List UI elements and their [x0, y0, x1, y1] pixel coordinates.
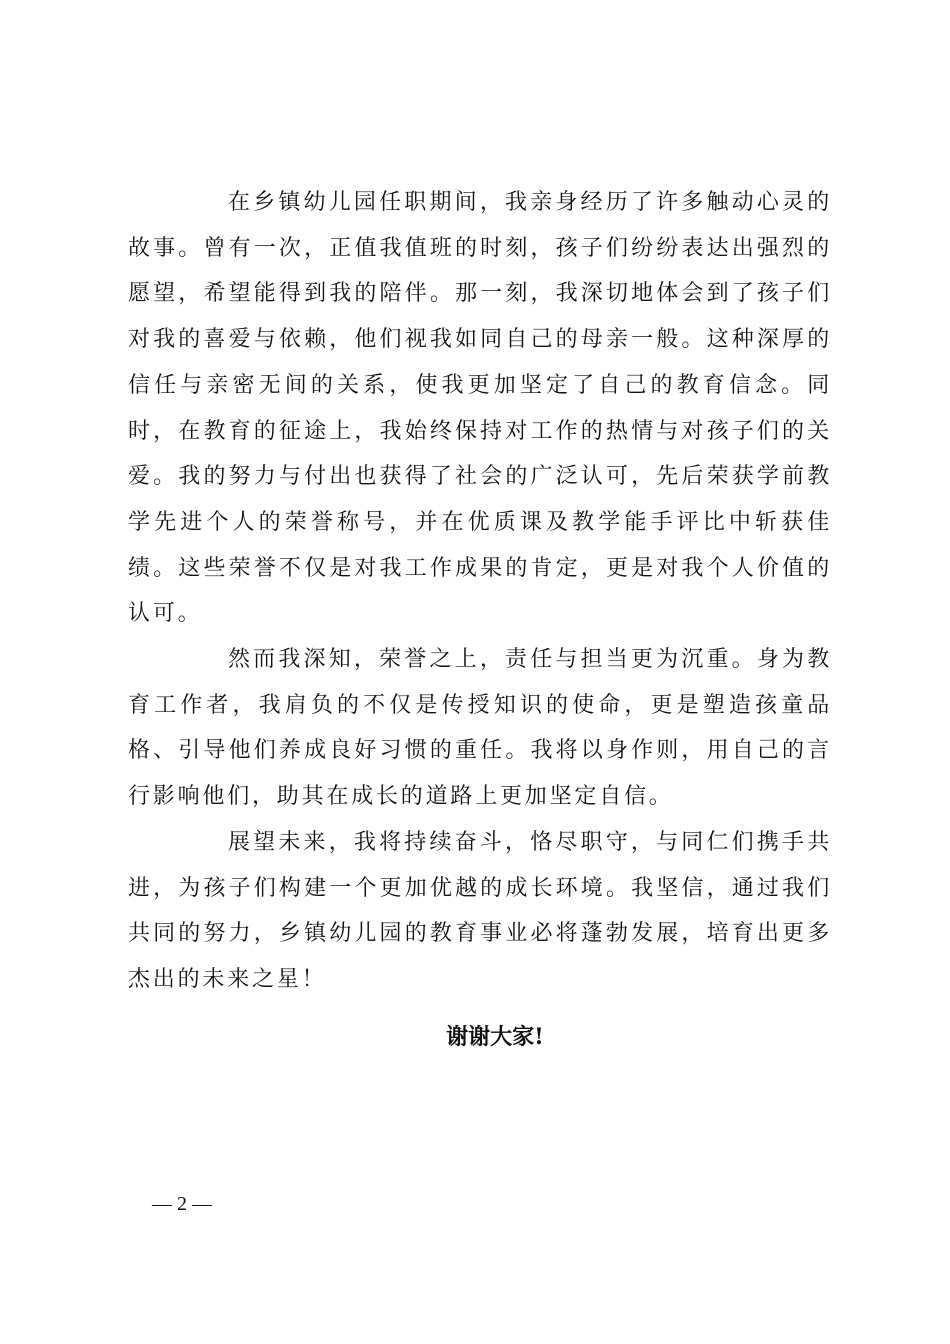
paragraph-2: 然而我深知，荣誉之上，责任与担当更为沉重。身为教育工作者，我肩负的不仅是传授知识的使命，更是塑造孩童品格、引导他们养成良好习惯的重任。我将以身作则，用自己的言行影响他们，助其在成长的道路上更加坚定自信。: [128, 647, 832, 810]
paragraph-1: 在乡镇幼儿园任职期间，我亲身经历了许多触动心灵的故事。曾有一次，正值我值班的时刻，孩子们纷纷表达出强烈的愿望，希望能得到我的陪伴。那一刻，我深切地体会到了孩子们对我的喜爱与依赖，他们视我如同自己的母亲一般。这种深厚的信任与亲密无间的关系，使我更加坚定了自己的教育信念。同时，在教育的征途上，我始终保持对工作的热情与对孩子们的关爱。我的努力与付出也获得了社会的广泛认可，先后荣获学前教学先进个人的荣誉称号，并在优质课及教学能手评比中斩获佳绩。这些荣誉不仅是对我工作成果的肯定，更是对我个人价值的认可。: [128, 190, 832, 627]
page-number: — 2 —: [152, 1193, 212, 1215]
document-body: [128, 180, 832, 1060]
closing-line: 谢谢大家!: [446, 1023, 544, 1050]
paragraph-3: 展望未来，我将持续奋斗，恪尽职守，与同仁们携手共进，为孩子们构建一个更加优越的成长环境。我坚信，通过我们共同的努力，乡镇幼儿园的教育事业必将蓬勃发展，培育出更多杰出的未来之星！: [128, 829, 832, 992]
